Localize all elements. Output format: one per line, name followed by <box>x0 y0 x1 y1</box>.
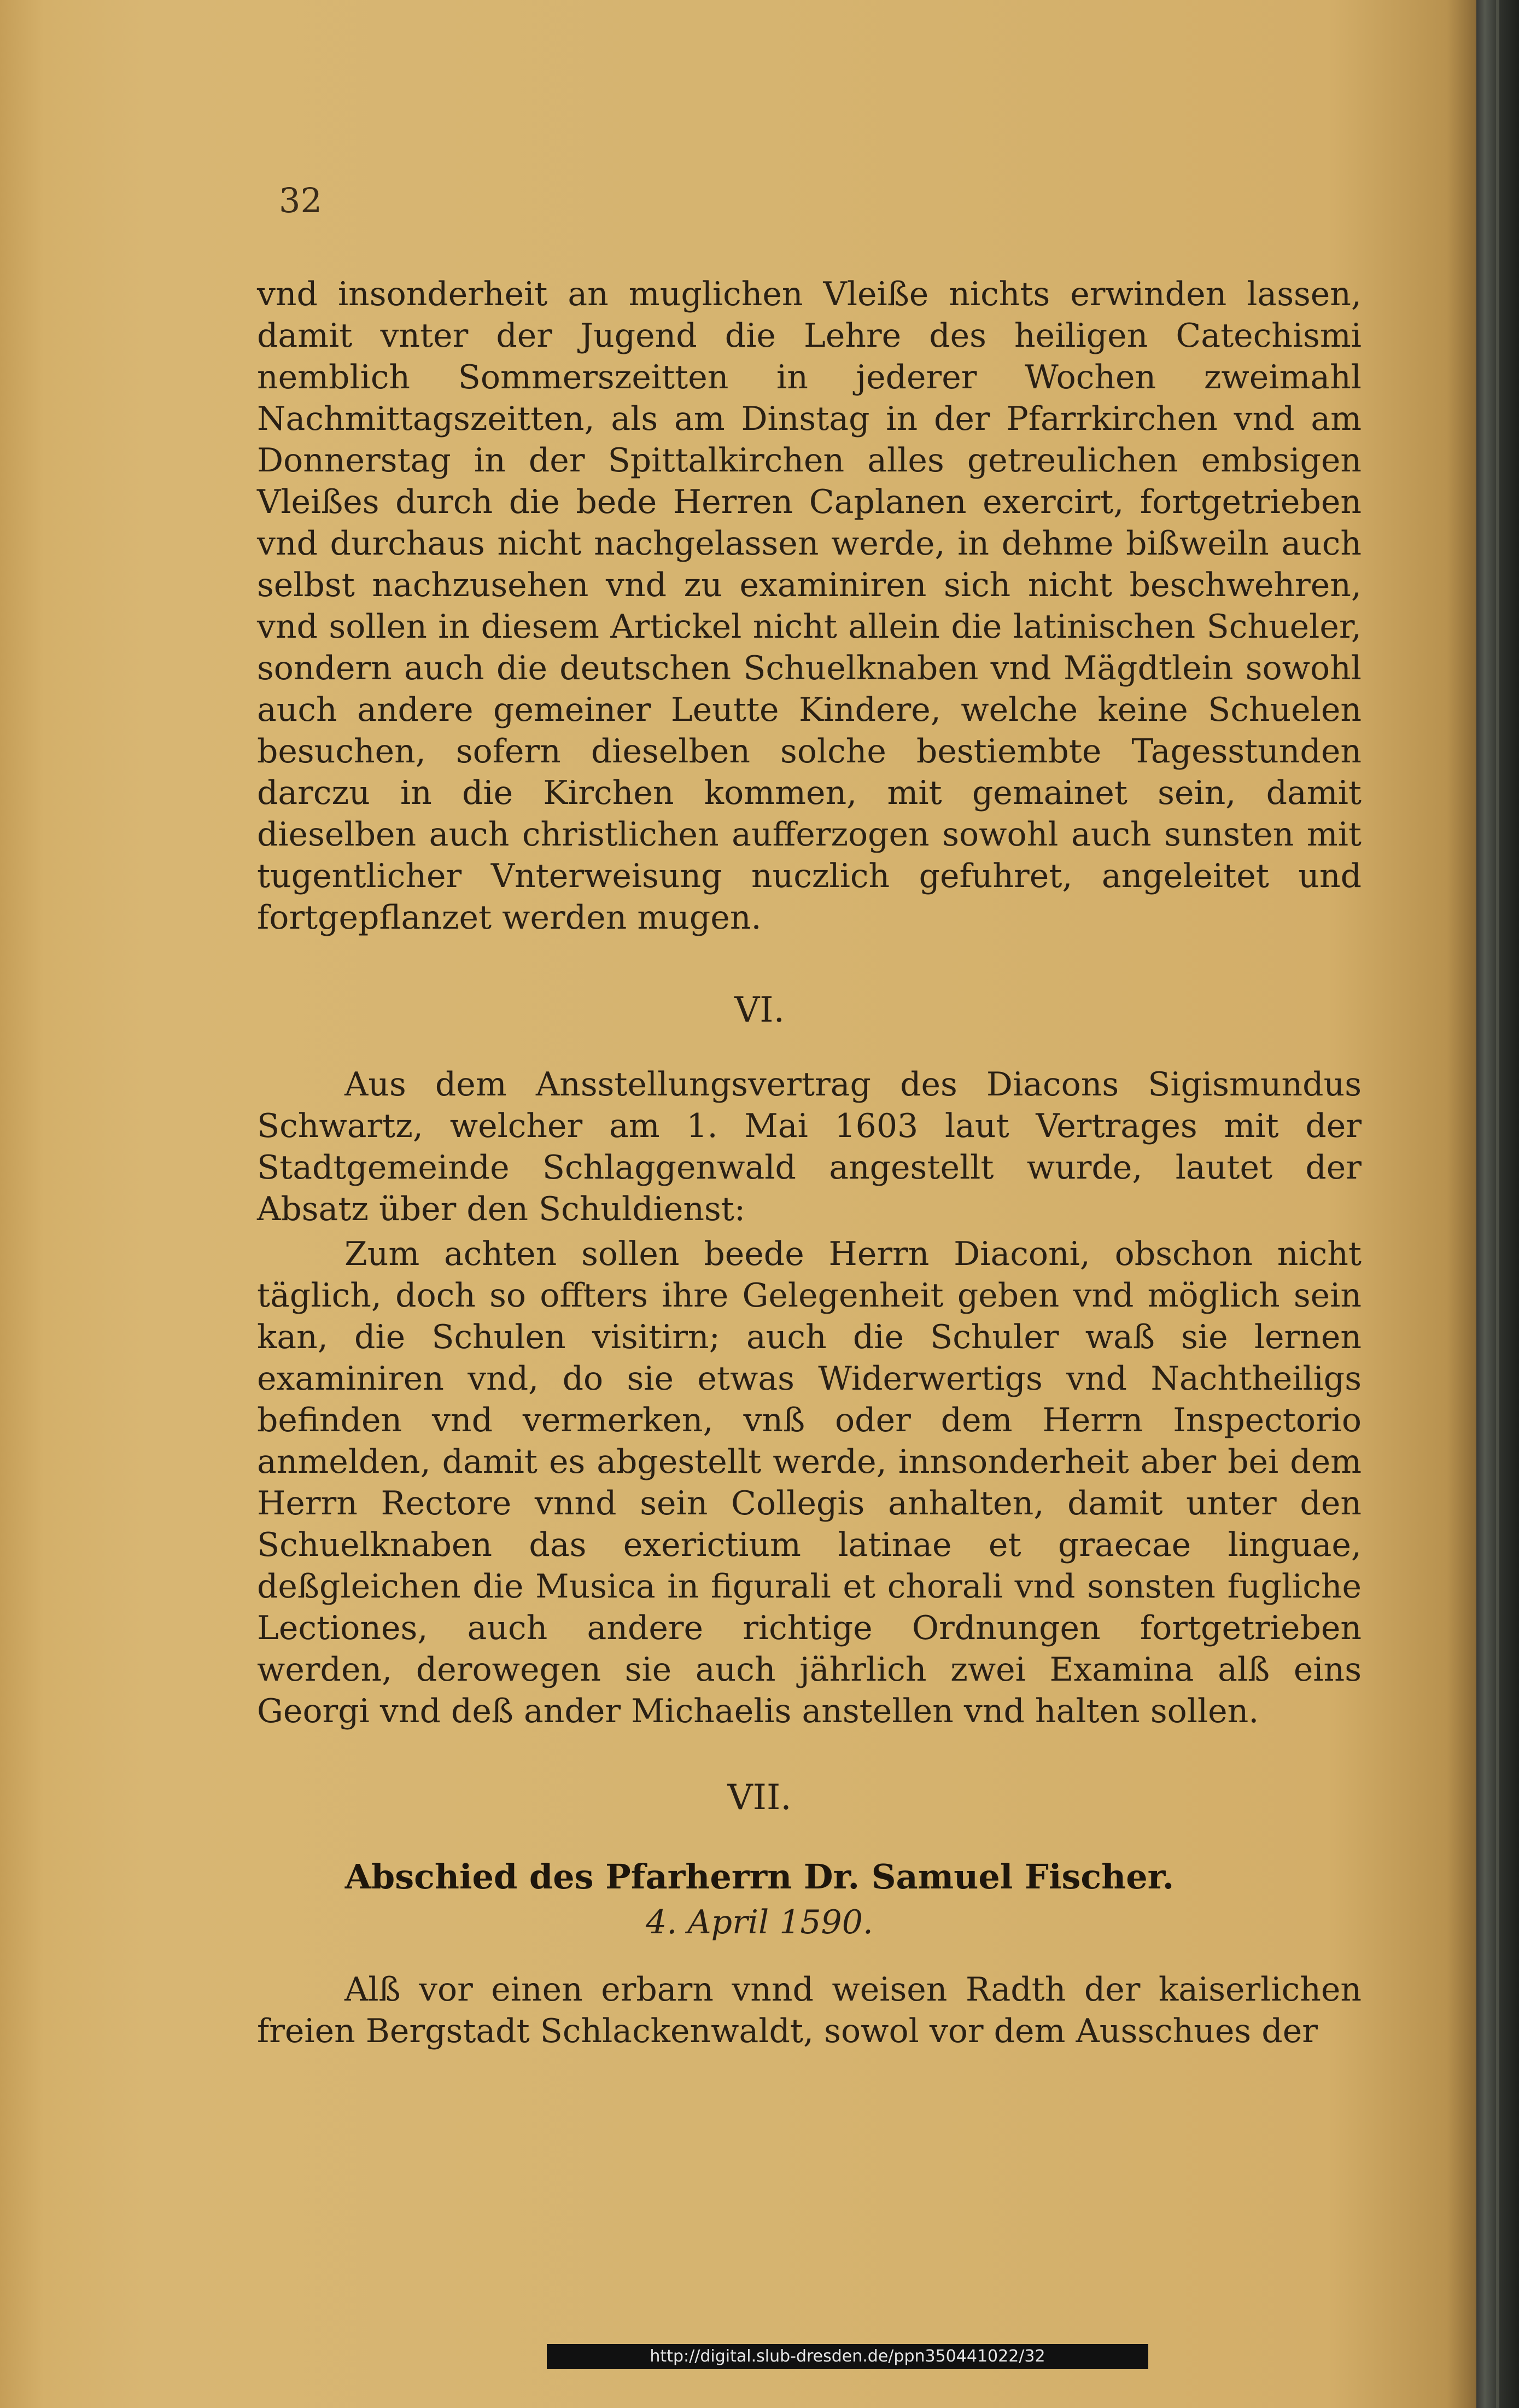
footer-url[interactable]: http://digital.slub-dresden.de/ppn350441022/32 <box>547 2344 1148 2369</box>
section-vi-quote <box>257 1233 1362 1732</box>
paragraph-continuation <box>257 273 1362 938</box>
section-vi-intro <box>257 1064 1362 1230</box>
spine-edge <box>1496 0 1499 2408</box>
page-number: 32 <box>279 180 322 220</box>
section-vii-title: Abschied des Pfarherrn Dr. Samuel Fischer. <box>344 1857 1175 1897</box>
paragraph-3: Zum achten sollen beede Herrn Diaconi, obschon nicht täglich, doch so offters ihre Gelegenheit geben vnd möglich sein kan, die Schulen visitirn; auch die Schuler waß sie lernen examiniren vnd, do sie etwas Widerwertigs vnd Nachtheiligs befinden vnd vermerken, vnß oder dem Herrn Inspectorio anmelden, damit es abgestellt werde, innsonderheit aber bei dem Herrn Rectore vnnd sein Collegis anhalten, damit unter den Schuelknaben das exerictium latinae et graecae linguae, deßgleichen die Musica in figurali et chorali vnd sonsten fugliche Lectiones, auch andere richtige Ordnungen fortgetrieben werden, derowegen sie auch jährlich zwei Examina alß eins Georgi vnd deß ander Michaelis anstellen vnd halten sollen. <box>257 1235 1362 1730</box>
paragraph-2: Aus dem Ansstellungsvertrag des Diacons Sigismundus Schwartz, welcher am 1. Mai 1603 laut Vertrages mit der Stadtgemeinde Schlaggenwald angestellt wurde, lautet der Absatz über den Schuldienst: <box>257 1065 1362 1228</box>
section-vii-text <box>257 1969 1362 2052</box>
section-vii-heading: VII. <box>727 1777 792 1818</box>
paragraph-4: Alß vor einen erbarn vnnd weisen Radth der kaiserlichen freien Bergstadt Schlackenwaldt, sowol vor dem Ausschues der <box>257 1970 1362 2050</box>
section-vi-heading: VI. <box>734 990 785 1030</box>
paragraph-1: vnd insonderheit an muglichen Vleiße nichts erwinden lassen, damit vnter der Jugend die Lehre des heiligen Catechismi nemblich Sommerszeitten in jederer Wochen zweimahl Nachmittagszeitten, als am Dinstag in der Pfarrkirchen vnd am Donnerstag in der Spittalkirchen alles getreulichen embsigen Vleißes durch die bede Herren Caplanen exercirt, fortgetrieben vnd durchaus nicht nachgelassen werde, in dehme bißweiln auch selbst nachzusehen vnd zu examiniren sich nicht beschwehren, vnd sollen in diesem Artickel nicht allein die latinischen Schueler, sondern auch die deutschen Schuelknaben vnd Mägdtlein sowohl auch andere gemeiner Leutte Kindere, welche keine Schuelen besuchen, sofern dieselben solche bestiembte Tagesstunden darczu in die Kirchen kommen, mit gemainet sein, damit dieselben auch christlichen aufferzogen sowohl auch sunsten mit tugentlicher Vnterweisung nuczlich gefuhret, angeleitet und fortgepflanzet werden mugen. <box>257 275 1362 937</box>
section-vii-date: 4. April 1590. <box>646 1903 873 1941</box>
